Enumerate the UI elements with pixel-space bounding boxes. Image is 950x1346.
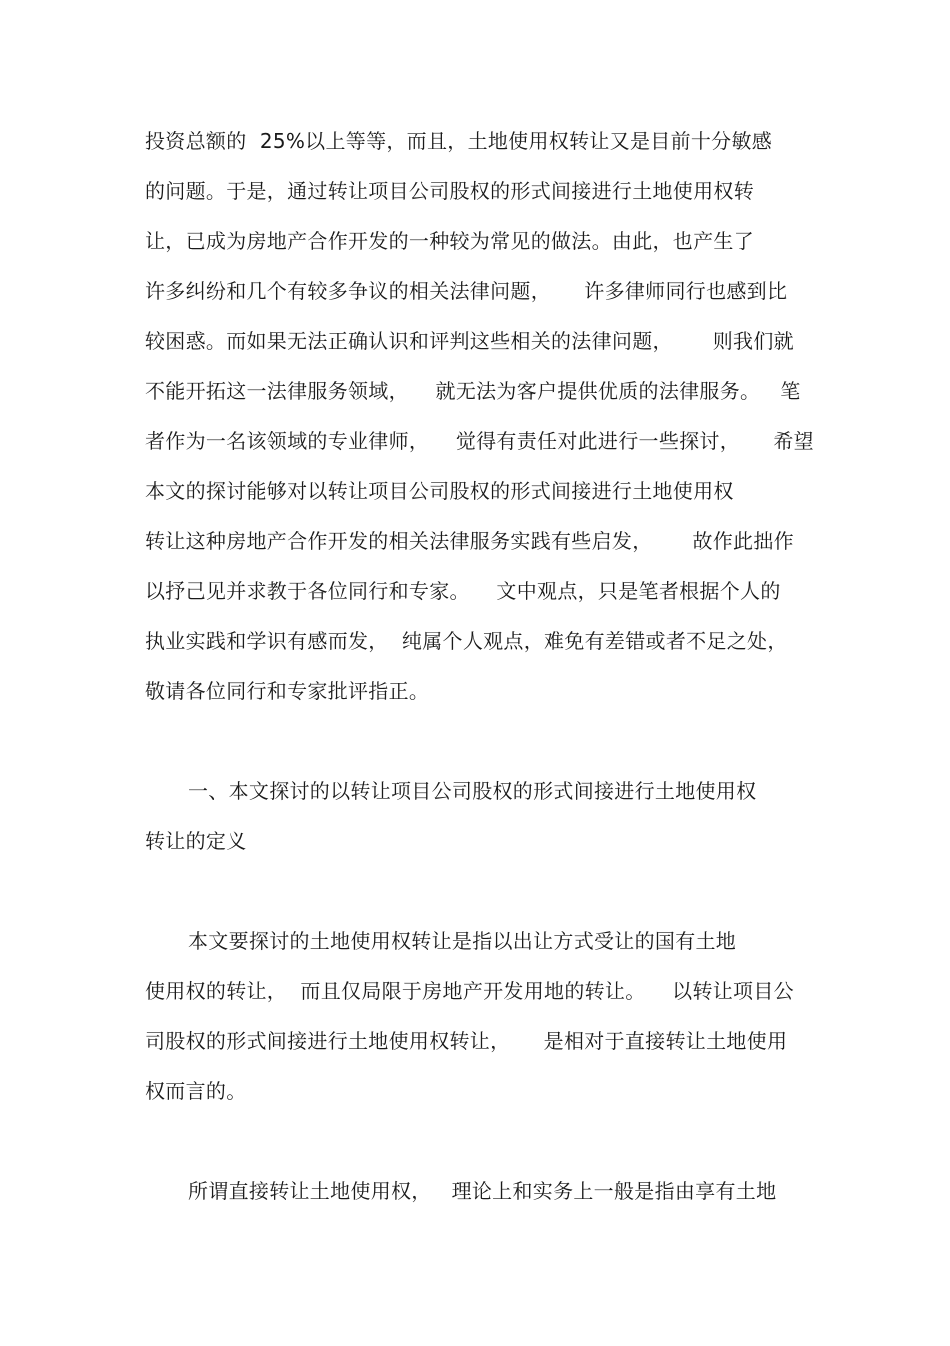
text-line: 不能开拓这一法律服务领域， 就无法为客户提供优质的法律服务。 笔 — [145, 379, 801, 403]
text-line: 权而言的。 — [145, 1079, 247, 1103]
text-line: 使用权的转让， 而且仅局限于房地产开发用地的转让。 以转让项目公 — [145, 979, 794, 1003]
text-line: 的问题。于是，通过转让项目公司股权的形式间接进行土地使用权转 — [145, 179, 754, 203]
text-line: 让，已成为房地产合作开发的一种较为常见的做法。由此，也产生了 — [145, 229, 754, 253]
text-line: 执业实践和学识有感而发， 纯属个人观点，难免有差错或者不足之处， — [145, 629, 788, 653]
text-line: 敬请各位同行和专家批评指正。 — [145, 679, 430, 703]
text-line: 许多纠纷和几个有较多争议的相关法律问题， 许多律师同行也感到比 — [145, 279, 788, 303]
text-line: 投资总额的 25%以上等等，而且，土地使用权转让又是目前十分敏感 — [145, 129, 773, 153]
text-line: 所谓直接转让土地使用权， 理论上和实务上一般是指由享有土地 — [188, 1179, 777, 1203]
text-line: 以抒己见并求教于各位同行和专家。 文中观点，只是笔者根据个人的 — [145, 579, 781, 603]
text-line: 本文的探讨能够对以转让项目公司股权的形式间接进行土地使用权 — [145, 479, 734, 503]
text-line: 本文要探讨的土地使用权转让是指以出让方式受让的国有土地 — [188, 929, 737, 953]
text-line: 较困惑。而如果无法正确认识和评判这些相关的法律问题， 则我们就 — [145, 329, 794, 353]
text-line: 者作为一名该领域的专业律师， 觉得有责任对此进行一些探讨， 希望 — [145, 429, 814, 453]
text-line: 转让这种房地产合作开发的相关法律服务实践有些启发， 故作此拙作 — [145, 529, 794, 553]
text-line: 司股权的形式间接进行土地使用权转让， 是相对于直接转让土地使用 — [145, 1029, 788, 1053]
section-heading-continued: 转让的定义 — [145, 829, 247, 853]
section-heading: 一、本文探讨的以转让项目公司股权的形式间接进行土地使用权 — [188, 779, 757, 803]
